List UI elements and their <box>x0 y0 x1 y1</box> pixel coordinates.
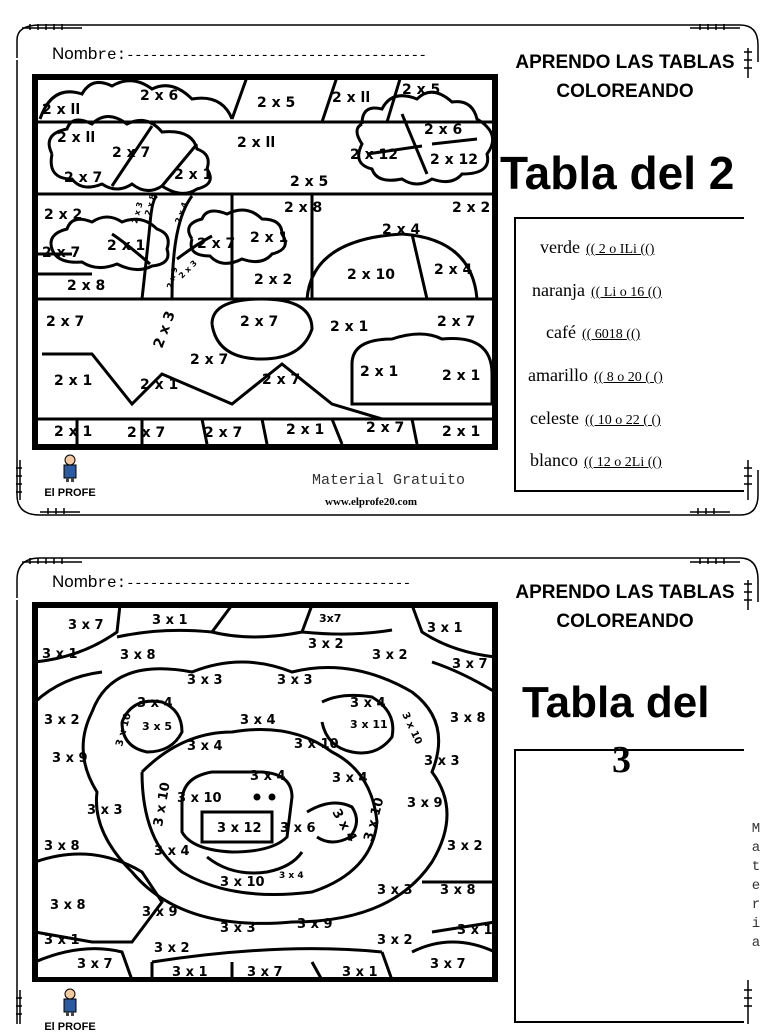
footer-website[interactable]: www.elprofe20.com <box>325 496 418 508</box>
legend-row-verde <box>540 237 654 258</box>
cell-label: 3 x 7 <box>247 965 283 980</box>
cell-label: 2 x 7 <box>366 420 405 436</box>
cell-label: 3 x 12 <box>217 821 262 836</box>
heading-line-1: APRENDO LAS TABLAS <box>515 582 735 603</box>
name-field-label <box>52 572 411 592</box>
legend-color: amarillo <box>528 365 588 385</box>
color-legend <box>514 217 744 492</box>
name-suffix: re: <box>97 574 127 592</box>
cell-label: 2 x 2 <box>44 207 83 223</box>
cell-label: 2 x 8 <box>284 200 323 216</box>
cell-label: 3 x 4 <box>240 713 276 728</box>
cell-label: 2 x ll <box>332 90 371 106</box>
cell-label: 3 x 10 <box>399 710 424 747</box>
cell-label: 2 x 1 <box>140 377 179 393</box>
cell-label: 3 x 1 <box>427 621 463 636</box>
cell-label: 2 x 7 <box>240 314 279 330</box>
cell-label: 2 x 7 <box>64 170 103 186</box>
cell-label: 2 x 5 <box>290 174 329 190</box>
cell-label: 3 x 4 <box>154 844 190 859</box>
cell-label: 2 x 1 <box>107 238 146 254</box>
footer-material: Material Gratuito <box>312 472 466 489</box>
legend-values: (( Li o 16 (() <box>590 285 662 300</box>
name-suffix: re: <box>97 46 127 64</box>
cell-label: 3 x 1 <box>342 965 378 980</box>
legend-values: (( 6018 (() <box>581 327 641 342</box>
teacher-icon <box>60 988 80 1016</box>
cell-label: 3 x 10 <box>151 781 174 828</box>
cell-label: 3 x 3 <box>424 754 460 769</box>
cell-label: 3 x 5 <box>142 720 173 733</box>
cell-label: 3 x 3 <box>187 673 223 688</box>
cell-label: 3 x 10 <box>361 796 388 844</box>
cell-label: 3 x 7 <box>68 618 104 633</box>
cell-label: 3 x 4 <box>332 771 368 786</box>
cell-label: 3 x 9 <box>52 751 88 766</box>
cell-label: 3 x 10 <box>220 875 265 890</box>
worksheet-heading <box>500 48 750 106</box>
legend-values: (( 2 o ILi (() <box>585 242 655 257</box>
cell-label: 2 x 1 <box>360 364 399 380</box>
cell-label: 2 x 7 <box>42 245 81 261</box>
cell-label: 3 x 2 <box>44 713 80 728</box>
cell-label: 3 x 10 <box>114 711 134 748</box>
cell-label: 2 x 3 <box>130 201 145 225</box>
cell-label: 2 x 3 <box>150 308 179 351</box>
tabla-title: Tabla del <box>522 678 710 727</box>
cell-label: 3 x 1 <box>42 647 78 662</box>
cell-label: 2 x 6 <box>424 122 463 138</box>
name-field-label <box>52 44 426 64</box>
cell-label: 3 x 7 <box>430 957 466 972</box>
cell-label: 2 x ll <box>57 130 96 146</box>
cell-label: 3 x 8 <box>44 839 80 854</box>
legend-color: blanco <box>530 450 578 470</box>
cell-label: 3 x 4 <box>187 739 223 754</box>
name-blank-line[interactable]: -------------------------------------- <box>126 48 427 64</box>
cell-label: 3 x 10 <box>294 737 339 752</box>
cell-label: 2 x ll <box>42 102 81 118</box>
cell-label: 3 x 1 <box>152 613 188 628</box>
cell-label: 2 x 7 <box>46 314 85 330</box>
cell-label: 3 x 2 <box>308 637 344 652</box>
cell-label: 3 x 7 <box>77 957 113 972</box>
cell-label: 2 x 7 <box>112 145 151 161</box>
cell-label: 3 x 1 <box>172 965 208 980</box>
cell-label: 3 x 1 <box>44 933 80 948</box>
worksheet-heading <box>500 578 750 636</box>
cell-label: 2 x 3 <box>177 258 199 281</box>
legend-row-celeste <box>530 408 661 429</box>
cell-label: 3 x 6 <box>280 821 316 836</box>
cell-label: 2 x 7 <box>190 352 229 368</box>
cell-label: 3 x 2 <box>377 933 413 948</box>
logo-text: El PROFE <box>44 1021 96 1033</box>
cell-label: 2 x 1 <box>54 424 93 440</box>
cell-label: 3 x 8 <box>440 883 476 898</box>
cell-label: 2 x 1 <box>286 422 325 438</box>
cell-label: 2 x 1 <box>442 368 481 384</box>
cell-label: 3 x 3 <box>377 883 413 898</box>
color-legend <box>514 749 744 1023</box>
cell-label: 3 x 4 <box>137 696 173 711</box>
legend-color: celeste <box>530 408 579 428</box>
legend-color: verde <box>540 237 580 257</box>
cell-label: 3 x 10 <box>177 791 222 806</box>
cell-label: 2 x 12 <box>350 147 399 163</box>
heading-line-2: COLOREANDO <box>556 611 694 632</box>
legend-values: (( 10 o 22 ( () <box>584 413 661 428</box>
cell-label: 2 x 1 <box>54 373 93 389</box>
cell-label: 2 x 7 <box>204 425 243 441</box>
name-label: Nomb <box>52 44 98 63</box>
cell-label: 3 x 4 <box>250 769 286 784</box>
cell-label: 2 x 7 <box>127 425 166 441</box>
cell-label: 2 x 4 <box>434 262 473 278</box>
legend-row-cafe <box>546 322 640 343</box>
cell-label: 2 x 6 <box>140 88 179 104</box>
cell-label: 2 x 5 <box>402 82 441 98</box>
worksheet-tabla-3 <box>0 540 768 1033</box>
cell-label: 2 x 7 <box>437 314 476 330</box>
cell-label: 3 x 7 <box>452 657 488 672</box>
tabla-number: 3 <box>612 739 631 781</box>
legend-values: (( 8 o 20 ( () <box>593 370 663 385</box>
cell-label: 3 x 4 <box>279 871 304 881</box>
cell-label: 3 x 8 <box>50 898 86 913</box>
cell-label: 3 x 3 <box>87 803 123 818</box>
legend-color: naranja <box>532 280 585 300</box>
cell-label: 2 x 4 <box>382 222 421 238</box>
cell-label: 2 x 10 <box>347 267 396 283</box>
teacher-icon <box>60 454 80 482</box>
color-by-number-puzzle-3 <box>32 602 498 982</box>
cell-label: 2 x 12 <box>430 152 479 168</box>
cell-label: 3 x 9 <box>297 917 333 932</box>
cell-label: 3 x 1 <box>457 923 493 938</box>
heading-line-2: COLOREANDO <box>556 81 694 102</box>
heading-line-1: APRENDO LAS TABLAS <box>515 52 735 73</box>
cell-label: 3 x 11 <box>350 718 388 731</box>
legend-values: (( 12 o 2Li (() <box>583 455 662 470</box>
legend-row-amarillo <box>528 365 663 386</box>
cell-label: 3 x 8 <box>450 711 486 726</box>
color-by-number-puzzle-2 <box>32 74 498 450</box>
cell-label: 2 x 2 <box>254 272 293 288</box>
cell-label: 3 x 2 <box>154 941 190 956</box>
nose-dot-left <box>254 794 261 801</box>
cell-label: 3 x 3 <box>277 673 313 688</box>
name-blank-line[interactable]: ------------------------------------ <box>126 576 411 592</box>
cell-label: 3 x 9 <box>407 796 443 811</box>
cell-label: 2 x 8 <box>67 278 106 294</box>
cell-label: 2 x 1 <box>330 319 369 335</box>
cell-label: 3x7 <box>319 612 342 625</box>
logo-text: El PROFE <box>44 487 96 499</box>
el-profe-logo <box>30 988 110 1033</box>
cell-label: 2 x 4 <box>173 201 190 225</box>
legend-color: café <box>546 322 576 342</box>
vertical-material-text: Materia <box>751 821 761 951</box>
cell-label: 2 x 7 <box>262 372 301 388</box>
cell-label: 3 x 2 <box>447 839 483 854</box>
tabla-title: Tabla del 2 <box>500 147 735 199</box>
cell-label: 2 x ll <box>237 135 276 151</box>
cell-label: 2 x 7 <box>197 236 236 252</box>
cell-label: 2 x 2 <box>452 200 491 216</box>
cell-label: 3 x 4 <box>328 806 360 845</box>
cell-label: 2 x 1 <box>250 230 289 246</box>
cell-label: 2 x 5 <box>257 95 296 111</box>
el-profe-logo <box>30 454 110 499</box>
cell-label: 3 x 9 <box>142 905 178 920</box>
cell-label: 3 x 3 <box>220 921 256 936</box>
legend-row-naranja <box>532 280 662 301</box>
cell-label: 2 x 9 <box>165 266 180 290</box>
cell-label: 3 x 8 <box>120 648 156 663</box>
cell-label: 3 x 4 <box>350 696 386 711</box>
cell-label: 2 x 8 <box>143 193 158 217</box>
name-label: Nomb <box>52 572 98 591</box>
legend-row-blanco <box>530 450 662 471</box>
cell-label: 3 x 2 <box>372 648 408 663</box>
cell-label: 2 x 1 <box>174 167 213 183</box>
cell-label: 2 x 1 <box>442 424 481 440</box>
nose-dot-right <box>269 794 276 801</box>
